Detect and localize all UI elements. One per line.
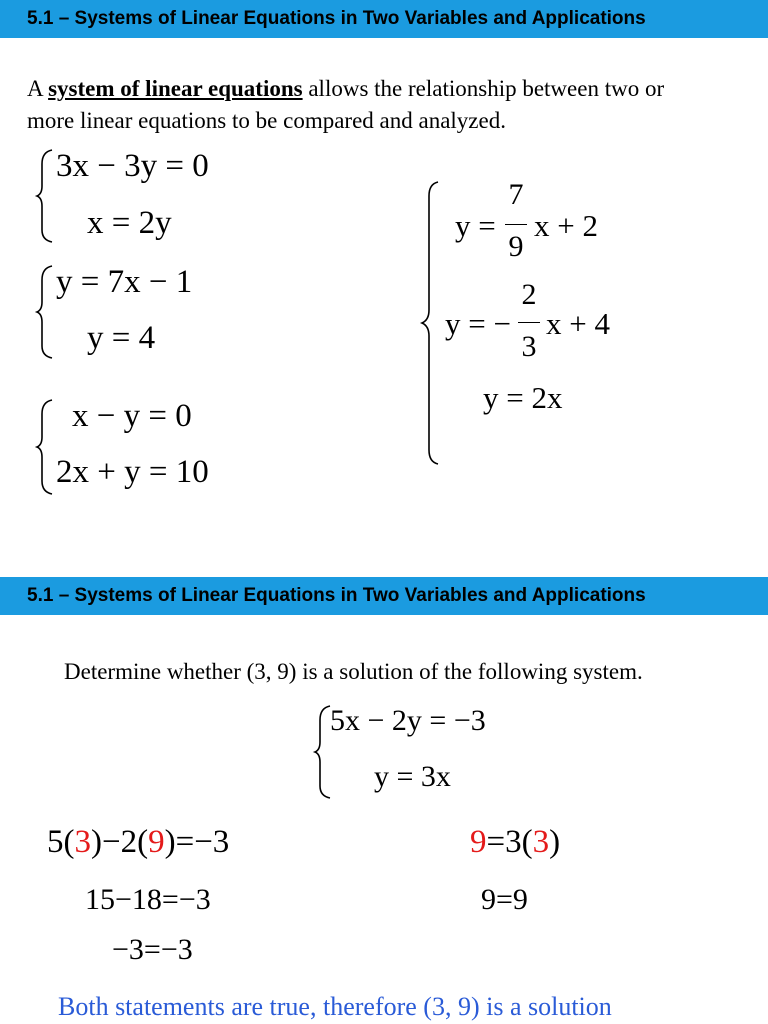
check1-line2: 15−18=−3 bbox=[85, 883, 211, 916]
check2-line2: 9=9 bbox=[481, 883, 528, 916]
system-eq2: y = 3x bbox=[374, 760, 451, 793]
check2-line1-part-b: =3( bbox=[486, 824, 533, 860]
check1-line1-part-c: )−2( bbox=[91, 824, 149, 860]
system-d-eq1-denominator: 9 bbox=[508, 230, 524, 263]
system-d-eq1-lhs: y = bbox=[455, 208, 496, 243]
check1-line1-part-a: 5( bbox=[47, 824, 75, 860]
system-a-eq1: 3x − 3y = 0 bbox=[56, 148, 209, 184]
system-a-eq2: x = 2y bbox=[87, 205, 172, 241]
conclusion-text: Both statements are true, therefore (3, 9) is a solution bbox=[58, 992, 612, 1021]
system-d-eq2-lhs: y = − bbox=[445, 306, 511, 341]
substituted-x-value: 3 bbox=[74, 824, 91, 860]
intro-line-1 bbox=[27, 76, 664, 102]
intro-line-2: more linear equations to be compared and analyzed. bbox=[27, 108, 506, 133]
system-d-eq2-denominator: 3 bbox=[521, 330, 537, 363]
check1-line1-part-e: )=−3 bbox=[164, 824, 230, 860]
system-eq1: 5x − 2y = −3 bbox=[330, 704, 486, 737]
system-b-eq1: y = 7x − 1 bbox=[56, 264, 193, 300]
substituted-y-value-2: 9 bbox=[470, 824, 487, 860]
system-c-eq2: 2x + y = 10 bbox=[56, 454, 209, 490]
slide2-banner: 5.1 – Systems of Linear Equations in Two Variables and Applications bbox=[0, 577, 768, 615]
substituted-x-value-2: 3 bbox=[532, 824, 550, 860]
check1-line3: −3=−3 bbox=[112, 933, 193, 966]
system-d-eq1-fraction-bar bbox=[505, 224, 527, 225]
check2-line1 bbox=[470, 826, 560, 859]
check2-line1-part-d: ) bbox=[549, 824, 561, 860]
system-d-eq2-rhs: x + 4 bbox=[546, 306, 610, 341]
system-c-eq1: x − y = 0 bbox=[72, 398, 192, 434]
key-term: system of linear equations bbox=[48, 76, 303, 101]
system-d-eq2-numerator: 2 bbox=[521, 278, 537, 311]
check1-line1 bbox=[47, 826, 229, 859]
system-d-eq2-fraction-bar bbox=[518, 322, 540, 323]
substituted-y-value: 9 bbox=[148, 824, 165, 860]
intro-prefix: A bbox=[27, 76, 49, 101]
system-d-eq1-numerator: 7 bbox=[508, 178, 524, 211]
system-b-brace bbox=[34, 262, 56, 360]
question-text: Determine whether (3, 9) is a solution of the following system. bbox=[64, 659, 643, 684]
intro-rest: allows the relationship between two or bbox=[302, 76, 665, 101]
system-b-eq2: y = 4 bbox=[87, 320, 156, 356]
slide1-banner: 5.1 – Systems of Linear Equations in Two Variables and Applications bbox=[0, 0, 768, 38]
system-a-brace bbox=[34, 146, 56, 244]
system-c-brace bbox=[34, 396, 56, 496]
system-d-eq3: y = 2x bbox=[483, 380, 563, 415]
system-d-eq1-rhs: x + 2 bbox=[534, 208, 598, 243]
system-d-brace bbox=[418, 178, 442, 468]
